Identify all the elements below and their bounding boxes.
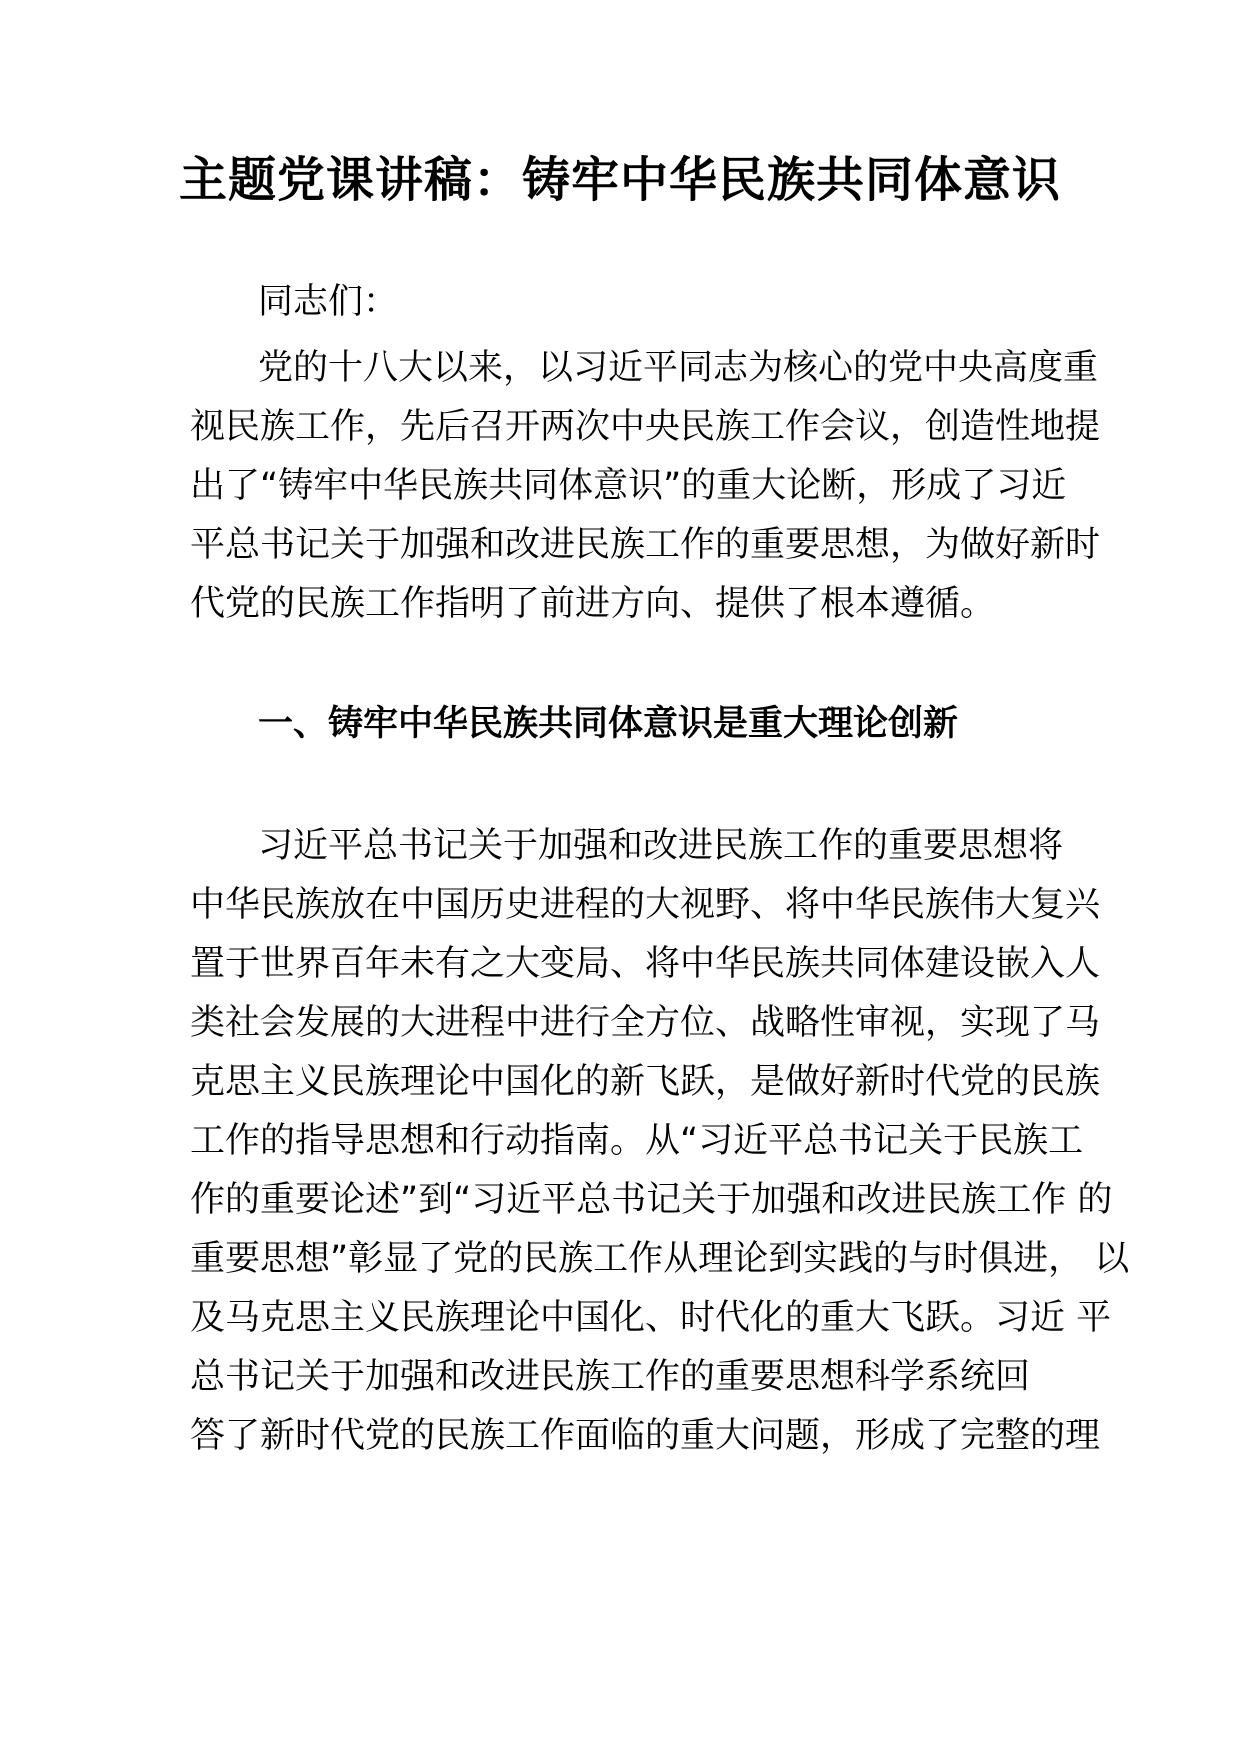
body-line: 克思主义民族理论中国化的新飞跃，是做好新时代党的民族	[190, 1062, 1101, 1102]
body-line: 及马克思主义民族理论中国化、时代化的重大飞跃。习近 平	[190, 1298, 1112, 1338]
salutation: 同志们：	[258, 282, 399, 322]
body-line: 中华民族放在中国历史进程的大视野、将中华民族伟大复兴	[190, 885, 1101, 925]
body-line: 答了新时代党的民族工作面临的重大问题，形成了完整的理	[190, 1416, 1101, 1456]
section-heading: 一、铸牢中华民族共同体意识是重大理论创新	[258, 704, 959, 744]
intro-line: 出了“铸牢中华民族共同体意识”的重大论断，形成了习近	[190, 466, 1067, 506]
document-title: 主题党课讲稿：铸牢中华民族共同体意识	[178, 152, 1061, 208]
intro-line: 平总书记关于加强和改进民族工作的重要思想，为做好新时	[190, 525, 1101, 565]
body-line: 类社会发展的大进程中进行全方位、战略性审视，实现了马	[190, 1003, 1101, 1043]
body-line: 工作的指导思想和行动指南。从“习近平总书记关于民族工	[190, 1121, 1084, 1161]
intro-line: 视民族工作，先后召开两次中央民族工作会议，创造性地提	[190, 407, 1101, 447]
body-line: 重要思想”彰显了党的民族工作从理论到实践的与时俱进， 以	[190, 1239, 1130, 1279]
intro-line: 党的十八大以来，以习近平同志为核心的党中央高度重	[258, 348, 1099, 388]
body-line: 作的重要论述”到“习近平总书记关于加强和改进民族工作 的	[190, 1180, 1113, 1220]
body-line: 习近平总书记关于加强和改进民族工作的重要思想将	[258, 826, 1064, 866]
intro-line: 代党的民族工作指明了前进方向、提供了根本遵循。	[190, 584, 996, 624]
body-line: 总书记关于加强和改进民族工作的重要思想科学系统回	[190, 1357, 1031, 1397]
body-line: 置于世界百年未有之大变局、将中华民族共同体建设嵌入人	[190, 944, 1101, 984]
